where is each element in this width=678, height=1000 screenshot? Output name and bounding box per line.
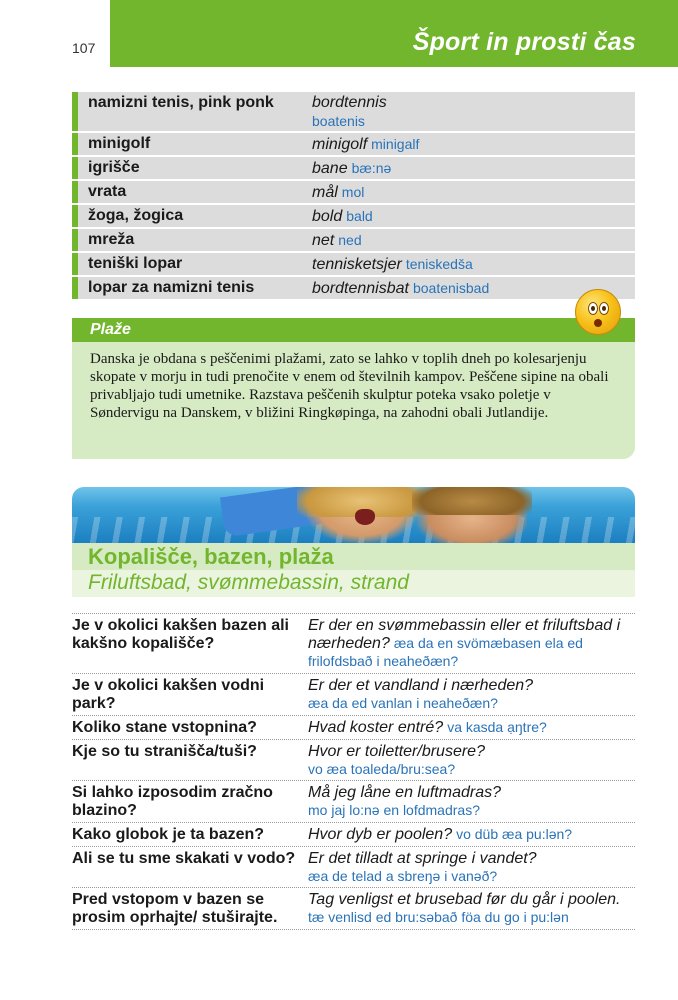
danish-word: tennisketsjer (312, 256, 402, 273)
info-heading: Plaže (72, 318, 635, 342)
info-text: Danska je obdana s peščenimi plažami, zato se lahko v toplih dneh po kolesarjenju skopate v morju in tudi prenočite v enem od številnih kampov. Peščene sipine na obali privabljajo tudi umetnike. Razstava peščenih skulptur poteka vsako poletje v Søndervigu na Danskem, v bližini Ringkøpinga, na zahodni obali Jutlandije. (90, 351, 609, 421)
danish-text: Må jeg låne en luftmadras? (308, 784, 501, 801)
section-subtitle: Friluftsbad, svømmebassin, strand (88, 571, 409, 594)
danish-word: bordtennis (312, 94, 387, 111)
pronunciation: bald (346, 208, 373, 224)
page-number: 107 (72, 40, 96, 56)
danish-phrase (308, 677, 635, 713)
vocab-row (72, 229, 635, 251)
danish-text: Er der en svømmebassin eller et friluftsbad i nærheden? (308, 617, 621, 652)
slovene-phrase: Je v okolici kakšen bazen ali kakšno kopališče? (72, 617, 289, 652)
phrase-row (72, 614, 635, 674)
danish-word: bordtennisbat (312, 280, 409, 297)
danish-term (312, 205, 635, 227)
vocab-row (72, 92, 635, 131)
slovene-term: namizni tenis, pink ponk (88, 94, 274, 111)
danish-phrase (308, 617, 635, 671)
slovene-phrase: Je v okolici kakšen vodni park? (72, 677, 265, 712)
slovene-term: vrata (88, 183, 127, 200)
vocab-row (72, 157, 635, 179)
photo-person-mouth (355, 509, 375, 525)
pronunciation: vo æa toaleda/bru:sea? (308, 761, 456, 777)
slovene-term: igrišče (88, 159, 140, 176)
vocab-row (72, 133, 635, 155)
vocab-row (72, 181, 635, 203)
danish-term (312, 157, 635, 179)
danish-phrase (308, 826, 635, 844)
slovene-phrase: Kje so tu stranišča/tuši? (72, 743, 257, 760)
section-title: Kopališče, bazen, plaža (88, 544, 334, 569)
slovene-term: teniški lopar (88, 255, 183, 272)
pronunciation: æa da en svömæbasen ela ed frilofdsbað i neaheðæn? (308, 635, 583, 669)
pronunciation: vo düb æa pu:lən? (456, 826, 573, 842)
phrase-row (72, 823, 635, 847)
danish-text: Hvad koster entré? (308, 719, 444, 736)
section-title-bar (72, 543, 635, 570)
pool-photo-banner (72, 487, 635, 543)
phrase-row (72, 781, 635, 823)
smiley-eye (588, 302, 598, 315)
danish-phrase (308, 743, 635, 778)
danish-term (312, 181, 635, 203)
slovene-phrase: Si lahko izposodim zračno blazino? (72, 784, 273, 819)
danish-word: minigolf (312, 136, 368, 153)
danish-phrase (308, 850, 635, 885)
chapter-title: Šport in prosti čas (412, 28, 636, 56)
pronunciation: boatenis (312, 113, 365, 129)
danish-term (312, 229, 635, 251)
slovene-term: žoga, žogica (88, 207, 184, 224)
danish-term (312, 253, 635, 275)
danish-phrase (308, 891, 635, 927)
danish-text: Er det tilladt at springe i vandet? (308, 850, 537, 867)
vocab-row (72, 253, 635, 275)
section-subtitle-bar (72, 570, 635, 597)
info-box (72, 318, 635, 459)
danish-word: bane (312, 160, 348, 177)
danish-phrase (308, 784, 635, 820)
pronunciation: ned (338, 232, 362, 248)
slovene-phrase: Pred vstopom v bazen se prosim oprhajte/ stuširajte. (72, 891, 278, 926)
phrase-row (72, 847, 635, 888)
pronunciation: boatenisbad (412, 280, 490, 296)
phrase-row (72, 716, 635, 740)
smiley-eye (599, 302, 609, 315)
pronunciation: mol (341, 184, 365, 200)
danish-word: bold (312, 208, 343, 225)
danish-text: Hvor er toiletter/brusere? (308, 743, 485, 760)
vocabulary-table (72, 92, 635, 301)
smiley-mouth (594, 319, 602, 327)
vocab-row (72, 277, 635, 299)
pronunciation: va kasda ạŋtre? (447, 719, 547, 735)
photo-person-hair (412, 487, 532, 515)
danish-term (312, 133, 635, 155)
phrase-row (72, 888, 635, 930)
phrase-list (72, 613, 635, 930)
phrase-row (72, 674, 635, 716)
header-bar (110, 0, 678, 67)
pronunciation: æa da ed vanlan i neaheðæn? (308, 695, 498, 711)
danish-text: Tag venligst et brusebad før du går i poolen. (308, 891, 621, 908)
phrase-row (72, 740, 635, 781)
pronunciation: æa de telad a sbreŋə i vanəð? (308, 868, 498, 884)
danish-phrase (308, 719, 635, 737)
surprised-smiley-icon (575, 289, 621, 335)
slovene-phrase: Kako globok je ta bazen? (72, 826, 265, 843)
page-header (0, 0, 678, 67)
vocab-row (72, 205, 635, 227)
slovene-term: lopar za namizni tenis (88, 279, 255, 296)
pronunciation: bæ:nə (351, 160, 392, 176)
slovene-term: minigolf (88, 135, 151, 152)
pronunciation: minigalf (371, 136, 420, 152)
pronunciation: tæ venlisd ed bru:səbað föa du go i pu:lən (308, 909, 569, 925)
slovene-phrase: Koliko stane vstopnina? (72, 719, 257, 736)
pronunciation: mo jaj lo:nə en lofdmadras? (308, 802, 480, 818)
pronunciation: teniskedša (405, 256, 473, 272)
danish-text: Hvor dyb er poolen? (308, 826, 453, 843)
danish-word: net (312, 232, 335, 249)
slovene-term: mreža (88, 231, 135, 248)
danish-term (312, 92, 635, 131)
danish-word: mål (312, 184, 338, 201)
slovene-phrase: Ali se tu sme skakati v vodo? (72, 850, 296, 867)
danish-text: Er der et vandland i nærheden? (308, 677, 534, 694)
